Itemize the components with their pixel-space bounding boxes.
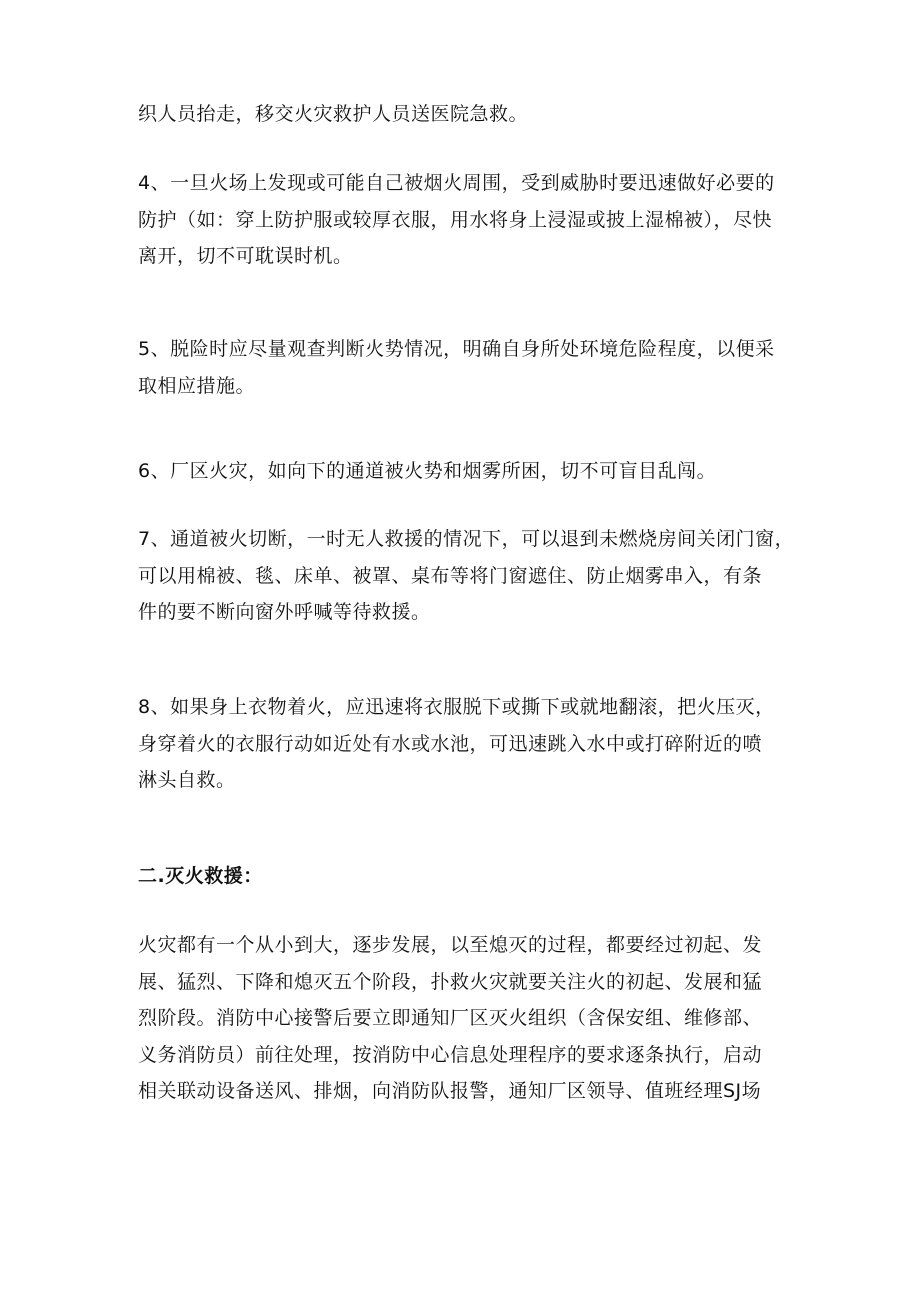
section-heading — [138, 858, 788, 895]
paragraph-item-6 — [138, 453, 788, 490]
text-line: 织人员抬走，移交火灾救护人员送医院急救。 — [138, 103, 529, 125]
paragraph-item-4 — [138, 165, 788, 275]
text-line: 6、厂区火灾，如向下的通道被火势和烟雾所困，切不可盲目乱闯。 — [138, 460, 717, 482]
paragraph-continuation — [138, 96, 788, 133]
paragraph-item-7 — [138, 521, 795, 631]
text-line: 身穿着火的衣服行动如近处有水或水池，可迅速跳入水中或打碎附近的喷 — [138, 732, 763, 755]
text-line: 烈阶段。消防中心接警后要立即通知厂区灭火组织（含保安组、维修部、 — [138, 1007, 763, 1029]
text-line: 取相应措施。 — [138, 374, 256, 397]
paragraph-item-5 — [138, 331, 788, 404]
text-line: 可以用棉被、毯、床单、被罩、桌布等将门窗遮住、防止烟雾串入，有条 — [138, 564, 763, 587]
text-line: 7、通道被火切断，一时无人救援的情况下，可以退到未燃烧房间关闭门窗， — [138, 528, 795, 550]
paragraph-item-8 — [138, 689, 788, 799]
text-line: 5、脱险时应尽量观查判断火势情况，明确自身所处环境危险程度，以便采 — [138, 338, 775, 360]
text-line: 火灾都有一个从小到大，逐步发展，以至熄灭的过程，都要经过初起、发 — [138, 934, 763, 956]
heading-text: 二.灭火救援： — [138, 865, 263, 887]
paragraph-section-2-body — [138, 927, 788, 1110]
text-line: 展、猛烈、下降和熄灭五个阶段，扑救火灾就要关注火的初起、发展和猛 — [138, 970, 763, 993]
text-line: 防护（如：穿上防护服或较厚衣服，用水将身上浸湿或披上湿棉被），尽快 — [138, 208, 773, 231]
text-line: 8、如果身上衣物着火，应迅速将衣服脱下或撕下或就地翻滚，把火压灭， — [138, 696, 775, 718]
text-line: 离开，切不可耽误时机。 — [138, 245, 353, 267]
text-line: 件的要不断向窗外呼喊等待救援。 — [138, 601, 431, 623]
text-line: 相关联动设备送风、排烟，向消防队报警，通知厂区领导、值班经理SJ场 — [138, 1080, 762, 1102]
text-line: 义务消防员）前往处理，按消防中心信息处理程序的要求逐条执行，启动 — [138, 1043, 763, 1066]
text-line: 4、一旦火场上发现或可能自己被烟火周围，受到威胁时要迅速做好必要的 — [138, 172, 775, 194]
text-line: 淋头自救。 — [138, 769, 236, 791]
